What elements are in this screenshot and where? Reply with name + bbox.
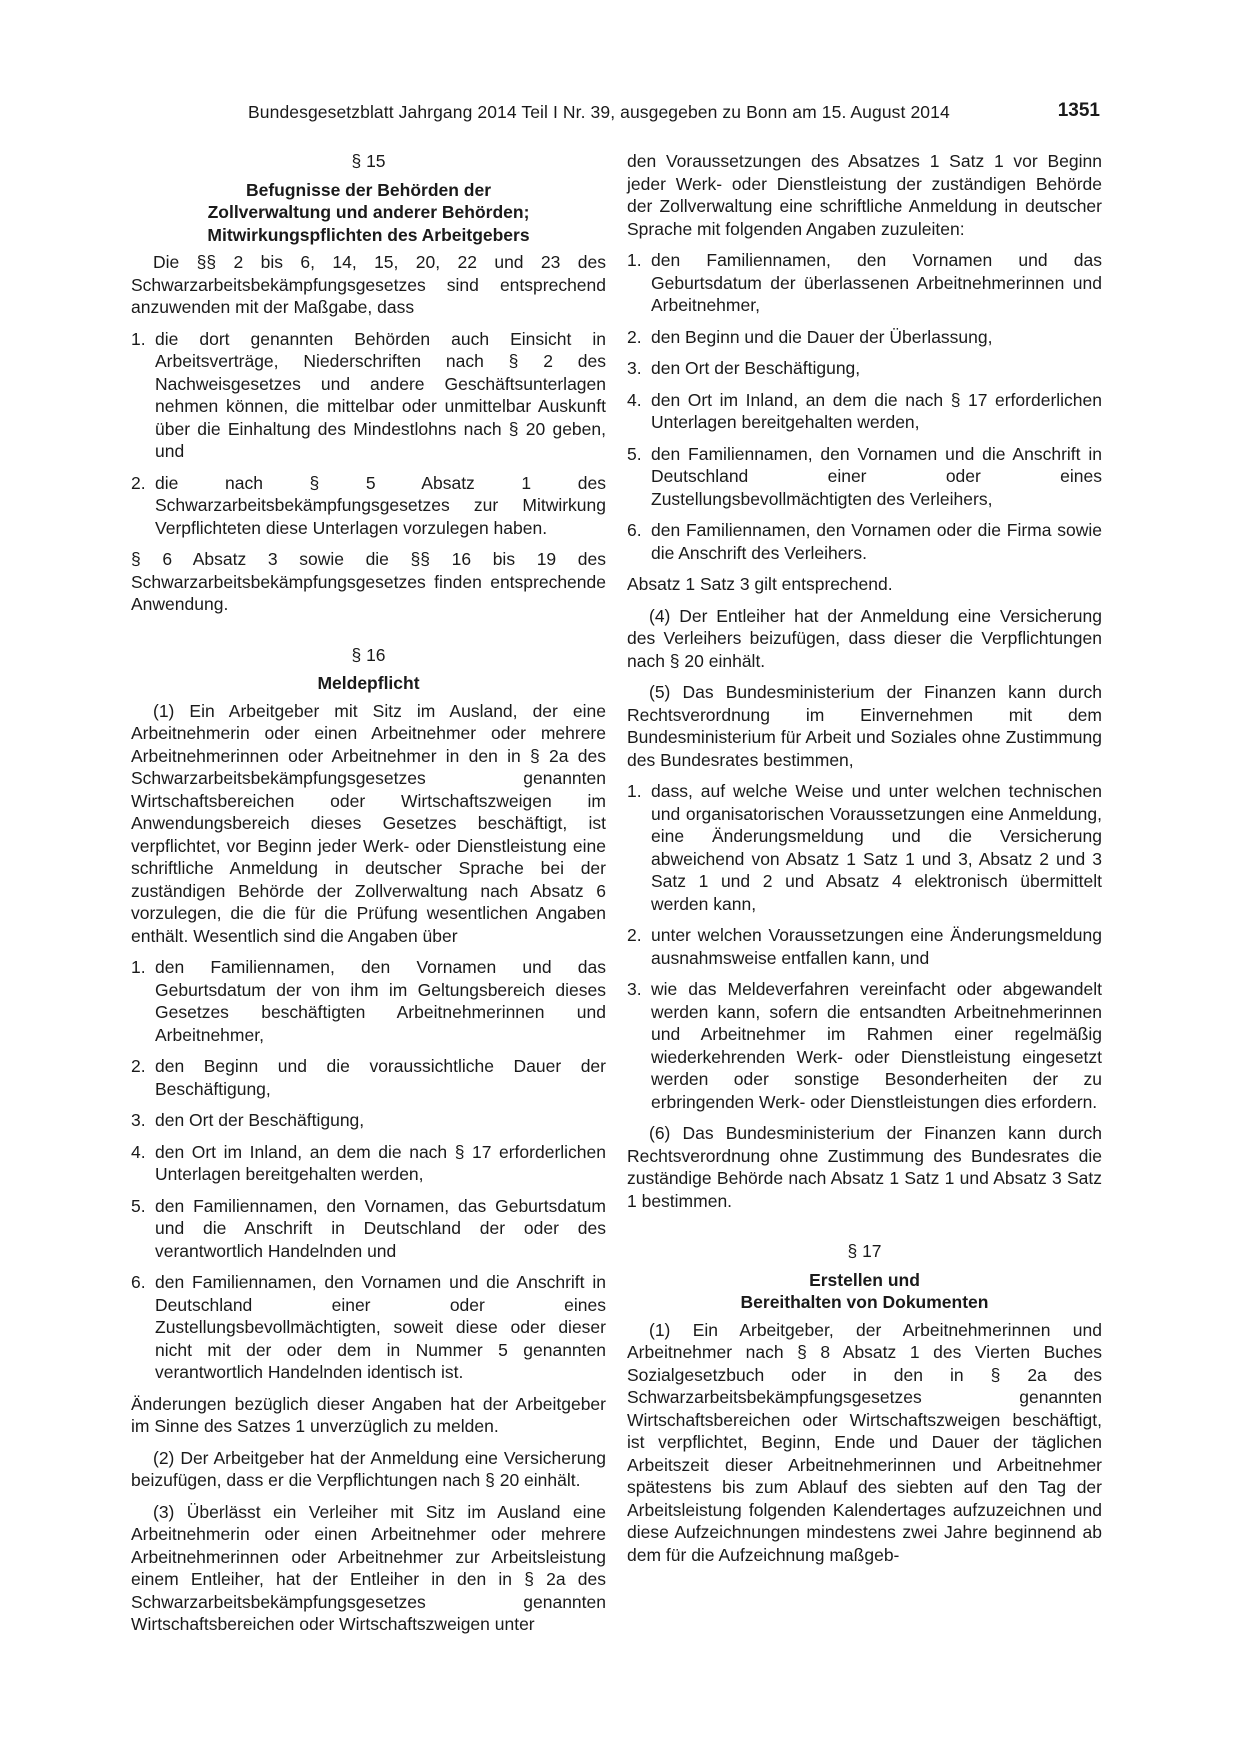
list-text: den Ort der Beschäftigung, bbox=[155, 1110, 365, 1130]
section-title-line: Befugnisse der Behörden der bbox=[245, 179, 492, 200]
list-item bbox=[627, 389, 1102, 434]
list-text: den Familiennamen, den Vornamen, das Geburtsdatum und die Anschrift in Deutschland der oder des verantwortlich Handelnden und bbox=[155, 1195, 606, 1261]
header-title: Bundesgesetzblatt Jahrgang 2014 Teil I Nr. 39, ausgegeben zu Bonn am 15. August 2014 bbox=[248, 102, 950, 122]
list-item bbox=[627, 924, 1102, 969]
list-item bbox=[627, 249, 1102, 317]
numbered-list bbox=[131, 956, 606, 1384]
list-item bbox=[627, 780, 1102, 915]
list-item bbox=[131, 956, 606, 1046]
list-item bbox=[627, 519, 1102, 564]
list-text: den Familiennamen, den Vornamen und die Anschrift in Deutschland einer oder eines Zustellungsbevollmächtigten, soweit diese oder dieser nicht mit der oder dem in Nummer 5 genannten verantwortlich Handelnden identisch ist. bbox=[155, 1272, 606, 1382]
paragraph: (6) Das Bundesministerium der Finanzen kann durch Rechtsverordnung ohne Zustimmung des Bundesrates die zuständige Behörde nach Absatz 1 Satz 1 und Absatz 3 Satz 1 bestimmen. bbox=[627, 1123, 1102, 1211]
list-item bbox=[131, 1055, 606, 1100]
list-text: den Ort im Inland, an dem die nach § 17 erforderlichen Unterlagen bereitgehalten werden, bbox=[651, 389, 1102, 432]
list-item bbox=[131, 1195, 606, 1263]
list-number: 2. bbox=[131, 1056, 146, 1076]
numbered-list bbox=[627, 249, 1102, 564]
list-number: 3. bbox=[627, 979, 642, 999]
paragraph: (4) Der Entleiher hat der Anmeldung eine Versicherung des Verleihers beizufügen, dass dieser die Verpflichtungen nach § 20 einhält. bbox=[627, 605, 1102, 671]
list-item bbox=[131, 1271, 606, 1384]
list-number: 1. bbox=[131, 328, 146, 349]
list-text: die nach § 5 Absatz 1 des Schwarzarbeitsbekämpfungsgesetzes zur Mitwirkung Verpflichteten diese Unterlagen vorzulegen haben. bbox=[155, 472, 606, 538]
list-text: die dort genannten Behörden auch Einsicht in Arbeitsverträge, Niederschriften nach § 2 des Nachweisgesetzes und andere Geschäftsunterlagen nehmen können, die mittelbar oder unmittelbar Auskunft über die Einhaltung des Mindestlohns nach § 20 geben, und bbox=[155, 328, 606, 461]
section-number: § 15 bbox=[351, 151, 386, 171]
list-number: 1. bbox=[131, 957, 146, 977]
section-title-line: Mitwirkungspflichten des Arbeitgebers bbox=[207, 224, 530, 245]
list-item bbox=[627, 443, 1102, 511]
paragraph: (3) Überlässt ein Verleiher mit Sitz im Ausland eine Arbeitnehmerin oder einen Arbeitnehmer oder mehrere Arbeitnehmerinnen oder Arbeitnehmer zur Arbeitsleistung einem Entleiher, hat der Entleiher in den in § 2a des Schwarzarbeitsbekämpfungsgesetzes genannten Wirtschaftsbereichen oder Wirtschaftszweigen unter bbox=[131, 1501, 606, 1634]
list-number: 2. bbox=[627, 925, 642, 945]
section-16 bbox=[131, 644, 606, 1636]
list-number: 2. bbox=[131, 472, 146, 493]
paragraph: Die §§ 2 bis 6, 14, 15, 20, 22 und 23 des Schwarzarbeitsbekämpfungsgesetzes sind entsprechend anzuwenden mit der Maßgabe, dass bbox=[131, 252, 606, 317]
section-title-line: Bereithalten von Dokumenten bbox=[740, 1292, 989, 1312]
left-column bbox=[131, 150, 606, 1636]
list-number: 3. bbox=[131, 1110, 146, 1130]
paragraph: den Voraussetzungen des Absatzes 1 Satz 1 vor Beginn jeder Werk- oder Dienstleistung der zuständigen Behörde der Zollverwaltung eine schriftliche Anmeldung in deutscher Sprache mit folgenden Angaben zuzuleiten: bbox=[627, 151, 1102, 239]
list-number: 1. bbox=[627, 781, 642, 801]
list-number: 1. bbox=[627, 250, 642, 270]
list-item bbox=[131, 328, 606, 463]
list-number: 3. bbox=[627, 358, 642, 378]
numbered-list bbox=[627, 780, 1102, 1113]
list-text: den Familiennamen, den Vornamen und das Geburtsdatum der überlassenen Arbeitnehmerinnen und Arbeitnehmer, bbox=[651, 250, 1102, 315]
list-number: 2. bbox=[627, 326, 642, 347]
section-number: § 17 bbox=[847, 1241, 882, 1261]
list-text: den Ort im Inland, an dem die nach § 17 erforderlichen Unterlagen bereitgehalten werden, bbox=[155, 1141, 606, 1184]
list-number: 5. bbox=[131, 1195, 146, 1216]
section-title bbox=[627, 1269, 1102, 1314]
page-number: 1351 bbox=[1057, 100, 1100, 121]
list-text: den Familiennamen, den Vornamen und das Geburtsdatum der von ihm im Geltungsbereich dieses Gesetzes beschäftigten Arbeitnehmerinnen und Arbeitnehmer, bbox=[155, 957, 606, 1045]
list-number: 4. bbox=[131, 1141, 146, 1162]
paragraph: (2) Der Arbeitgeber hat der Anmeldung eine Versicherung beizufügen, dass er die Verpflichtungen nach § 20 einhält. bbox=[131, 1447, 606, 1490]
right-column bbox=[627, 150, 1102, 1566]
list-number: 4. bbox=[627, 389, 642, 410]
paragraph: (1) Ein Arbeitgeber mit Sitz im Ausland, der eine Arbeitnehmerin oder einen Arbeitnehmer oder mehrere Arbeitnehmerinnen oder Arbeitnehmer in den in § 2a des Schwarzarbeitsbekämpfungsgesetzes genannten Wirtschaftsbereichen oder Wirtschaftszweigen im Anwendungsbereich dieses Gesetzes beschäftigt, ist verpflichtet, vor Beginn jeder Werk- oder Dienstleistung eine schriftliche Anmeldung in deutscher Sprache bei der zuständigen Behörde der Zollverwaltung nach Absatz 6 vorzulegen, die die für die Prüfung wesentlichen Angaben enthält. Wesentlich sind die Angaben über bbox=[131, 700, 606, 946]
list-item bbox=[131, 472, 606, 540]
list-text: wie das Meldeverfahren vereinfacht oder abgewandelt werden kann, sofern die entsandten Arbeitnehmerinnen und Arbeitnehmer im Rahmen einer regelmäßig wiederkehrenden Werk- oder Dienstleistung eingesetzt werden oder sonstige Besonderheiten der zu erbringenden Werk- oder Dienstleistungen dies erfordern. bbox=[651, 979, 1102, 1112]
section-17 bbox=[627, 1240, 1102, 1566]
list-number: 5. bbox=[627, 443, 642, 464]
section-number: § 16 bbox=[351, 644, 386, 665]
list-number: 6. bbox=[627, 520, 642, 540]
numbered-list bbox=[131, 328, 606, 540]
section-title-line: Zollverwaltung und anderer Behörden; bbox=[207, 202, 530, 222]
list-text: den Ort der Beschäftigung, bbox=[651, 358, 861, 378]
paragraph: § 6 Absatz 3 sowie die §§ 16 bis 19 des Schwarzarbeitsbekämpfungsgesetzes finden entsprechende Anwendung. bbox=[131, 549, 606, 614]
page-header bbox=[248, 100, 1100, 130]
section-title: Meldepflicht bbox=[317, 673, 420, 693]
paragraph: Änderungen bezüglich dieser Angaben hat der Arbeitgeber im Sinne des Satzes 1 unverzüglich zu melden. bbox=[131, 1393, 606, 1436]
section-title-line: Erstellen und bbox=[809, 1269, 920, 1290]
list-text: den Beginn und die voraussichtliche Dauer der Beschäftigung, bbox=[155, 1056, 606, 1099]
list-item bbox=[627, 357, 1102, 380]
paragraph: (1) Ein Arbeitgeber, der Arbeitnehmerinnen und Arbeitnehmer nach § 8 Absatz 1 des Vierten Buches Sozialgesetzbuch oder in den in § 2a des Schwarzarbeitsbekämpfungsgesetzes genannten Wirtschaftsbereichen oder Wirtschaftszweigen beschäftigt, ist verpflichtet, Beginn, Ende und Dauer der täglichen Arbeitszeit dieser Arbeitnehmerinnen und Arbeitnehmer spätestens bis zum Ablauf des siebten auf den Tag der Arbeitsleistung folgenden Kalendertages aufzuzeichnen und diese Aufzeichnungen mindestens zwei Jahre beginnend ab dem für die Aufzeichnung maßgeb- bbox=[627, 1319, 1102, 1565]
list-text: dass, auf welche Weise und unter welchen technischen und organisatorischen Voraussetzungen eine Anmeldung, eine Änderungsmeldung und die Versicherung abweichend von Absatz 1 Satz 1 und 3, Absatz 2 und 3 Satz 1 und 2 und Absatz 4 elektronisch übermittelt werden kann, bbox=[651, 781, 1102, 914]
paragraph: Absatz 1 Satz 3 gilt entsprechend. bbox=[627, 574, 893, 594]
list-item bbox=[131, 1141, 606, 1186]
list-item bbox=[131, 1109, 606, 1132]
section-title bbox=[131, 179, 606, 247]
list-item bbox=[627, 978, 1102, 1113]
list-item bbox=[627, 326, 1102, 349]
list-text: unter welchen Voraussetzungen eine Änderungsmeldung ausnahmsweise entfallen kann, und bbox=[651, 925, 1102, 968]
list-number: 6. bbox=[131, 1272, 146, 1292]
list-text: den Familiennamen, den Vornamen und die Anschrift in Deutschland einer oder eines Zustellungsbevollmächtigten des Verleihers, bbox=[651, 443, 1102, 509]
section-15 bbox=[131, 150, 606, 616]
list-text: den Familiennamen, den Vornamen oder die Firma sowie die Anschrift des Verleihers. bbox=[651, 520, 1102, 563]
list-text: den Beginn und die Dauer der Überlassung, bbox=[651, 326, 993, 347]
paragraph: (5) Das Bundesministerium der Finanzen kann durch Rechtsverordnung im Einvernehmen mit dem Bundesministerium für Arbeit und Soziales ohne Zustimmung des Bundesrates bestimmen, bbox=[627, 682, 1102, 770]
